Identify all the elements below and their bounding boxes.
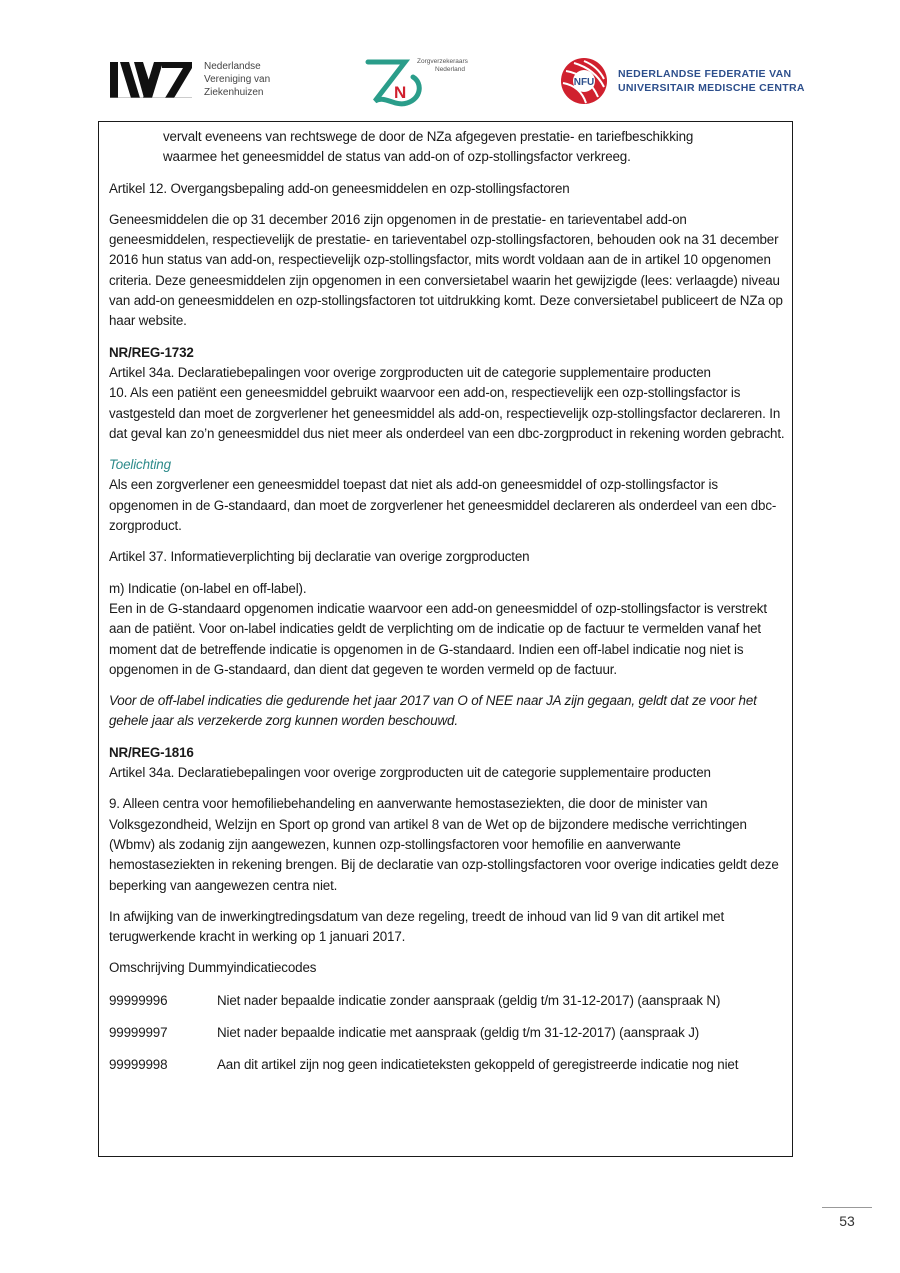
article-37-heading: Artikel 37. Informatieverplichting bij declaratie van overige zorgproducten xyxy=(109,549,530,565)
intro-line: waarmee het geneesmiddel de status van add-on of ozp-stollingsfactor verkreeg. xyxy=(163,149,631,165)
nfu-name xyxy=(618,67,805,95)
page-number: 53 xyxy=(839,1213,855,1229)
reg-1816-code: NR/REG-1816 xyxy=(109,744,194,760)
toelichting-text: Als een zorgverlener een geneesmiddel toepast dat niet als add-on geneesmiddel of ozp-stollingsfactor is opgenomen in de G-standaard, dan moet de zorgverlener het geneesmiddel declareren als onderdeel van een dbc-zorgproduct. xyxy=(109,477,777,534)
svg-text:NFU: NFU xyxy=(573,77,595,88)
dummy-desc: Niet nader bepaalde indicatie zonder aanspraak (geldig t/m 31-12-2017) (aanspraak N) xyxy=(217,992,721,1008)
footer-divider xyxy=(822,1207,872,1208)
reg-1816-text: 9. Alleen centra voor hemofiliebehandeling en aanverwante hemostaseziekten, die door de minister van Volksgezondheid, Welzijn en Sport op grond van artikel 8 van de Wet op de bijzondere medische verrichtingen (Wbmv) als zodanig zijn aangewezen, kunnen ozp-stollingsfactoren voor hemofilie en aanverwante hemostaseziekten in rekening brengen. Bij de declaratie van ozp-stollingsfactoren voor overige indicaties geldt deze beperking van aangewezen centra niet. xyxy=(109,796,779,893)
reg-1732-code: NR/REG-1732 xyxy=(109,344,194,360)
dummy-code-row xyxy=(109,1023,785,1043)
dummy-codes-heading: Omschrijving Dummyindicatiecodes xyxy=(109,960,317,976)
page-header xyxy=(0,0,900,115)
dummy-code-row xyxy=(109,1055,785,1075)
zn-line: Nederland xyxy=(435,66,465,73)
zn-name xyxy=(417,58,468,74)
nvz-line: Vereniging van xyxy=(204,74,271,85)
article-37-text: Een in de G-standaard opgenomen indicatie waarvoor een add-on geneesmiddel of ozp-stollingsfactor is verstrekt aan de patiënt. Voor on-label indicaties geldt de verplichting om de indicatie op de factuur te vermelden vanaf het moment dat de betreffende indicatie is opgenomen in de G-standaard. Indien een off-label indicatie nog niet is opgenomen in de G-standaard, dan dient dat gegeven te worden vermeld op de factuur. xyxy=(109,600,767,677)
dummy-code: 99999998 xyxy=(109,1057,168,1073)
dummy-code-row xyxy=(109,991,785,1011)
nvz-logo xyxy=(110,60,270,99)
reg-1816-text-2: In afwijking van de inwerkingtredingsdatum van deze regeling, treedt de inhoud van lid 9 van dit artikel met terugwerkende kracht in werking op 1 januari 2017. xyxy=(109,908,725,945)
nvz-line: Nederlandse xyxy=(204,61,261,72)
article-37-item: m) Indicatie (on-label en off-label). xyxy=(109,580,307,596)
nvz-logo-icon xyxy=(110,62,192,98)
dummy-desc: Niet nader bepaalde indicatie met aanspraak (geldig t/m 31-12-2017) (aanspraak J) xyxy=(217,1024,700,1040)
article-37-note: Voor de off-label indicaties die gedurende het jaar 2017 van O of NEE naar JA zijn gegaan, geldt dat ze voor het gehele jaar als verzekerde zorg kunnen worden beschouwd. xyxy=(109,693,757,729)
article-12-text: Geneesmiddelen die op 31 december 2016 zijn opgenomen in de prestatie- en tarieventabel add-on geneesmiddelen, respectievelijk de prestatie- en tarieventabel ozp-stollingsfactoren, behouden ook na 31 december 2016 hun status van add-on, respectievelijk ozp-stollingsfactor, mits wordt voldaan aan de in artikel 10 opgenomen criteria. Deze geneesmiddelen zijn opgenomen in een conversietabel waarin het gewijzigde (lees: verlaagde) niveau van add-on geneesmiddelen en ozp-stollingsfactoren tot uitdrukking komt. Deze conversietabel publiceert de NZa op haar website. xyxy=(109,211,783,329)
reg-1816-heading: Artikel 34a. Declaratiebepalingen voor overige zorgproducten uit de categorie supplementaire producten xyxy=(109,765,711,781)
nfu-logo-icon xyxy=(560,57,608,105)
nvz-name xyxy=(204,60,270,99)
dummy-code: 99999996 xyxy=(109,992,168,1008)
document-body xyxy=(109,127,785,1076)
zn-line: Zorgverzekeraars xyxy=(417,58,468,65)
article-12-heading: Artikel 12. Overgangsbepaling add-on geneesmiddelen en ozp-stollingsfactoren xyxy=(109,180,570,196)
dummy-code: 99999997 xyxy=(109,1024,168,1040)
reg-1732-text: 10. Als een patiënt een geneesmiddel gebruikt waarvoor een add-on, respectievelijk een ozp-stollingsfactor is vastgesteld dan moet de zorgverlener het geneesmiddel als add-on, respectievelijk ozp-stollingsfactor declareren. In dat geval kan zo’n geneesmiddel dus niet meer als onderdeel van een dbc-zorgproduct in rekening worden gebracht. xyxy=(109,385,785,441)
zn-logo xyxy=(365,55,475,110)
content-box xyxy=(98,121,793,1157)
dummy-desc: Aan dit artikel zijn nog geen indicatieteksten gekoppeld of geregistreerde indicatie nog niet xyxy=(217,1057,739,1073)
toelichting-label: Toelichting xyxy=(109,457,171,473)
reg-1732-heading: Artikel 34a. Declaratiebepalingen voor overige zorgproducten uit de categorie supplementaire producten xyxy=(109,364,711,380)
nfu-line: NEDERLANDSE FEDERATIE VAN xyxy=(618,68,792,80)
nfu-logo xyxy=(560,57,805,105)
nvz-line: Ziekenhuizen xyxy=(204,87,264,98)
svg-text:N: N xyxy=(394,83,407,102)
intro-line: vervalt eveneens van rechtswege de door de NZa afgegeven prestatie- en tariefbeschikking xyxy=(163,129,694,144)
nfu-line: UNIVERSITAIR MEDISCHE CENTRA xyxy=(618,82,805,94)
